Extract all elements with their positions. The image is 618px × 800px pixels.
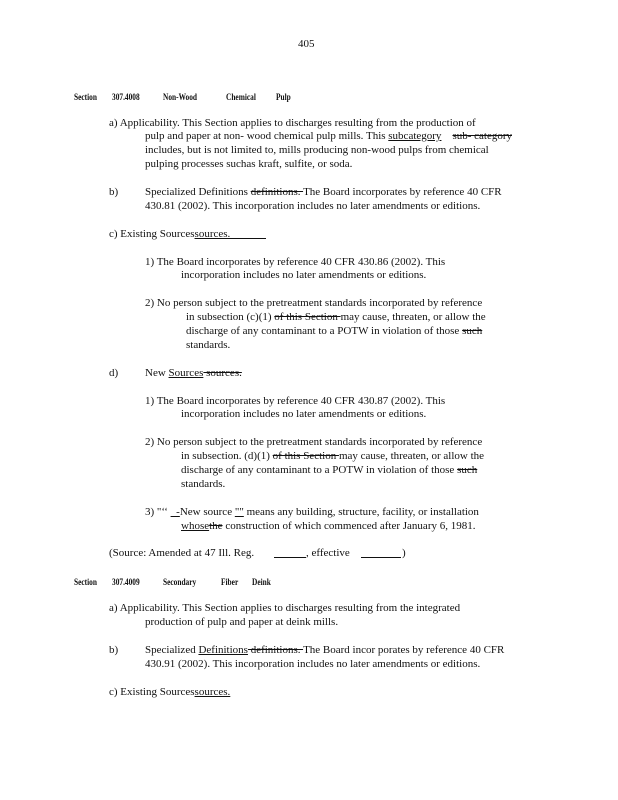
section-title-word: Secondary bbox=[163, 577, 197, 587]
paragraph-line bbox=[181, 450, 484, 463]
inserted-text: whose bbox=[181, 520, 210, 532]
paragraph-line: 1) The Board incorporates by reference 40 CFR 430.86 (2002). This bbox=[145, 256, 446, 268]
paragraph-line bbox=[145, 644, 504, 657]
deleted-text: of this Section bbox=[272, 450, 339, 462]
paragraph-line bbox=[181, 520, 475, 533]
text: c) Existing Sources bbox=[109, 686, 195, 698]
underline-blank bbox=[230, 238, 266, 239]
paragraph-line bbox=[145, 130, 512, 143]
paragraph-line: standards. bbox=[186, 339, 231, 351]
inserted-text: subcategory bbox=[388, 130, 442, 142]
paragraph-line bbox=[145, 506, 479, 519]
list-label: d) bbox=[109, 367, 119, 379]
section-label: Section bbox=[74, 92, 97, 102]
list-label: b) bbox=[109, 644, 119, 656]
section-title-word: Pulp bbox=[276, 92, 291, 102]
text: means any building, structure, facility, or installation bbox=[243, 506, 479, 518]
section-number: 307.4009 bbox=[112, 577, 140, 587]
text: The Board incorporates by reference 40 CFR bbox=[303, 186, 502, 198]
paragraph-line: production of pulp and paper at deink mills. bbox=[145, 616, 339, 628]
paragraph-line: a) Applicability. This Section applies to discharges resulting from the production of bbox=[109, 117, 476, 129]
section-label: Section bbox=[74, 577, 97, 587]
paragraph-line: 2) No person subject to the pretreatment standards incorporated by reference bbox=[145, 297, 483, 309]
text: may cause, threaten, or allow the bbox=[340, 311, 486, 323]
page-number: 405 bbox=[298, 38, 315, 50]
text: Specialized Definitions bbox=[145, 186, 251, 198]
text: 3) "‘‘ bbox=[145, 506, 171, 518]
section-title-word: Non-Wood bbox=[163, 92, 198, 102]
text: New source bbox=[179, 506, 235, 518]
text: New bbox=[145, 367, 169, 379]
subsection-c bbox=[109, 686, 230, 699]
paragraph-line: 1) The Board incorporates by reference 40 CFR 430.87 (2002). This bbox=[145, 395, 446, 407]
paragraph-line: 430.91 (2002). This incorporation includes no later amendments or editions. bbox=[145, 658, 481, 670]
section-title-word: Fiber bbox=[221, 577, 239, 587]
blank-date bbox=[361, 557, 401, 558]
deleted-text: the bbox=[209, 520, 223, 532]
paragraph-line: includes, but is not limited to, mills producing non-wood pulps from chemical bbox=[145, 144, 489, 156]
text: in subsection (c)(1) bbox=[186, 311, 275, 323]
inserted-text: Sources bbox=[168, 367, 204, 379]
text: discharge of any contaminant to a POTW in violation of those bbox=[181, 464, 458, 476]
deleted-text: definitions. bbox=[247, 644, 304, 656]
subsection-c bbox=[109, 228, 230, 241]
text: pulp and paper at non- wood chemical pulp mills. This bbox=[145, 130, 389, 142]
section-title-word: Chemical bbox=[226, 92, 256, 102]
text: The Board incor porates by reference 40 CFR bbox=[303, 644, 505, 656]
text: in subsection. (d)(1) bbox=[181, 450, 273, 462]
inserted-text: "" bbox=[234, 506, 244, 518]
paragraph-line: pulping processes suchas kraft, sulfite, or soda. bbox=[145, 158, 353, 170]
list-label: b) bbox=[109, 186, 119, 198]
paragraph-line bbox=[145, 186, 502, 199]
paragraph-line bbox=[186, 325, 482, 338]
source-text: ) bbox=[402, 547, 406, 559]
deleted-text: sub- category bbox=[452, 130, 512, 142]
source-text: (Source: Amended at 47 Ill. Reg. bbox=[109, 547, 255, 559]
paragraph-line: a) Applicability. This Section applies to discharges resulting from the integrated bbox=[109, 602, 461, 614]
inserted-text: _- bbox=[170, 506, 180, 518]
paragraph-line: 430.81 (2002). This incorporation includes no later amendments or editions. bbox=[145, 200, 481, 212]
text: Specialized bbox=[145, 644, 199, 656]
paragraph-line: incorporation includes no later amendments or editions. bbox=[181, 408, 427, 420]
source-text: , effective bbox=[306, 547, 350, 559]
paragraph-line bbox=[145, 367, 242, 380]
blank-volume bbox=[274, 557, 306, 558]
inserted-text: Definitions bbox=[198, 644, 248, 656]
paragraph-line bbox=[181, 464, 477, 477]
deleted-text: such bbox=[457, 464, 478, 476]
inserted-text: sources. bbox=[194, 686, 231, 698]
deleted-text: of this Section bbox=[274, 311, 341, 323]
text: c) Existing Sources bbox=[109, 228, 195, 240]
deleted-text: definitions. bbox=[250, 186, 304, 198]
paragraph-line: standards. bbox=[181, 478, 226, 490]
paragraph-line: incorporation includes no later amendments or editions. bbox=[181, 269, 427, 281]
inserted-text: sources. bbox=[194, 228, 231, 240]
paragraph-line: 2) No person subject to the pretreatment standards incorporated by reference bbox=[145, 436, 483, 448]
deleted-text: sources. bbox=[203, 367, 242, 379]
text: discharge of any contaminant to a POTW in violation of those bbox=[186, 325, 463, 337]
text: may cause, threaten, or allow the bbox=[338, 450, 485, 462]
section-title-word: Deink bbox=[252, 577, 271, 587]
paragraph-line bbox=[186, 311, 486, 324]
section-number: 307.4008 bbox=[112, 92, 140, 102]
deleted-text: such bbox=[462, 325, 483, 337]
text: construction of which commenced after January 6, 1981. bbox=[222, 520, 476, 532]
